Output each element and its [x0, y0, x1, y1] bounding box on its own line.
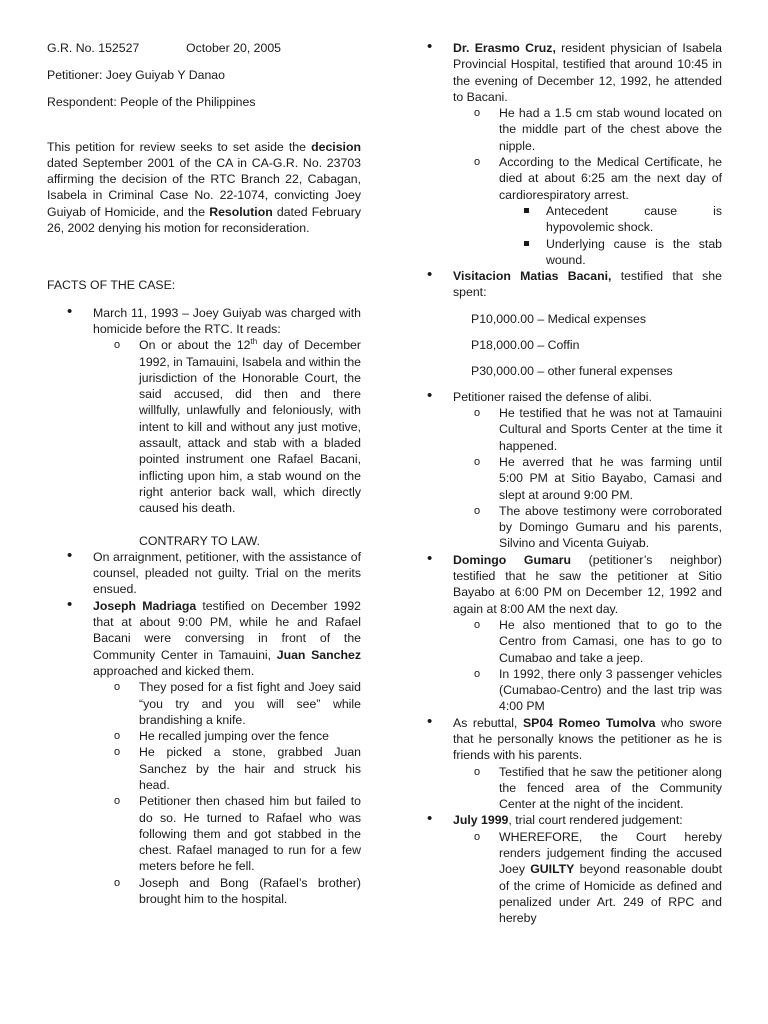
item-text: , trial court rendered judgement:	[508, 813, 683, 828]
witness-name: Joseph Madriaga	[93, 598, 197, 613]
witness-name: SP04 Romeo Tumolva	[522, 715, 656, 730]
item-text: Petitioner raised the defense of alibi.	[453, 389, 652, 404]
item-text: approached and kicked them.	[93, 663, 255, 678]
respondent-line: Respondent: People of the Philippines	[47, 95, 256, 110]
contrary-to-law: CONTRARY TO LAW.	[139, 533, 260, 548]
item-text: On or about the 12	[139, 338, 251, 353]
sub-sub-list	[546, 203, 722, 268]
list-item: o Testified that he saw the petitioner along the fenced area of the Community Center at the night of the incident.	[499, 764, 722, 813]
list-item: Antecedent cause is hypovolemic shock.	[546, 203, 722, 235]
intro-text-3: dated February 26, 2002 denying his motion for reconsideration.	[47, 204, 361, 236]
witness-name: Dr. Erasmo Cruz,	[453, 41, 556, 55]
item-text: resident physician of Isabela Provincial Hospital, testified that around 10:45 in the evening of December 12, 1992, he attended to Bacani.	[453, 41, 723, 104]
list-item: o He picked a stone, grabbed Juan Sanchez by the hair and struck his head.	[139, 744, 361, 793]
list-item	[499, 829, 722, 927]
petitioner-line: Petitioner: Joey Guiyab Y Danao	[47, 68, 225, 82]
intro-paragraph	[47, 139, 361, 237]
item-text: testified on December 1992 that at about 9:00 PM, while he and Rafael Bacani were conversing in front of the Community Center in Tamauini,	[93, 598, 361, 662]
list-item	[499, 154, 722, 268]
list-item	[47, 549, 361, 598]
list-item: o The above testimony were corroborated by Domingo Gumaru and his parents, Silvino and Vicenta Guiyab.	[499, 503, 722, 552]
sub-list	[139, 337, 361, 516]
list-item: o He testified that he was not at Tamauini Cultural and Sports Center at the time it happened.	[499, 405, 722, 454]
list-item: Underlying cause is the stab wound.	[546, 236, 722, 267]
list-item: o Petitioner then chased him but failed to do so. He turned to Rafael who was following them and got stabbed in the chest. Rafael managed to run for a few meters before he fell.	[139, 793, 361, 874]
superscript: th	[250, 337, 258, 347]
item-text: According to the Medical Certificate, he died at about 6:25 am the next day of cardiorespiratory arrest.	[499, 155, 722, 202]
item-text: day of December 1992, in Tamauini, Isabela and within the jurisdiction of the Honorable Court, the said accused, did then and there willfully, unlawfully and feloniously, with intent to kill and without any just motive, assault, attack and stab with a bladed pointed instrument one Rafael Bacani, inflicting upon him, a stab wound on the right anterior back wall, which directly caused his death.	[139, 338, 361, 516]
list-item: o They posed for a fist fight and Joey said “you try and you will see” while brandishing a knife.	[139, 679, 361, 728]
witness-name: Visitacion Matias Bacani,	[453, 269, 612, 284]
intro-text-1: This petition for review seeks to set aside the	[47, 139, 312, 154]
sub-list	[499, 405, 722, 552]
list-item	[47, 305, 361, 549]
right-column	[425, 40, 722, 927]
item-text: WHEREFORE, the Court hereby renders judgement finding the accused Joey	[499, 829, 722, 877]
list-item	[425, 389, 722, 552]
expense-medical: P10,000.00 – Medical expenses	[471, 311, 647, 326]
list-item: o In 1992, there only 3 passenger vehicles (Cumabao-Centro) and the last trip was 4:00 PM	[499, 666, 722, 715]
intro-bold-decision: decision	[311, 139, 361, 154]
sub-list	[139, 679, 361, 907]
facts-list-right	[425, 40, 722, 927]
expense-coffin: P18,000.00 – Coffin	[471, 337, 580, 352]
list-item	[425, 40, 722, 268]
case-header-line	[47, 40, 361, 56]
item-text: testified that she spent:	[453, 269, 722, 300]
sub-list	[499, 617, 722, 715]
item-text: beyond reasonable doubt of the crime of Homicide as defined and penalized under Art. 249 of RPC and hereby	[499, 862, 722, 926]
sub-list	[499, 829, 722, 927]
verdict: GUILTY	[530, 862, 575, 877]
sub-list	[499, 764, 722, 813]
facts-list-left	[47, 305, 361, 908]
item-text: On arraignment, petitioner, with the assistance of counsel, pleaded not guilty. Trial on the merits ensued.	[93, 549, 361, 597]
intro-text-2: dated September 2001 of the CA in CA-G.R. No. 23703 affirming the decision of the RTC Branch 22, Cabagan, Isabela in Criminal Case No. 22-1074, convicting Joey Guiyab of Homicide, and the	[47, 155, 361, 219]
person-name: Juan Sanchez	[276, 647, 361, 662]
list-item: o He averred that he was farming until 5:00 PM at Sitio Bayabo, Camasi and slept at around 9:00 PM.	[499, 454, 722, 503]
item-text: March 11, 1993 – Joey Guiyab was charged with homicide before the RTC. It reads:	[93, 305, 361, 336]
left-column	[47, 40, 361, 907]
witness-name: Domingo Gumaru	[453, 552, 572, 567]
expense-funeral: P30,000.00 – other funeral expenses	[471, 363, 673, 378]
gr-number: G.R. No. 152527	[47, 41, 140, 55]
decision-date: October 20, 2005	[186, 41, 282, 55]
intro-bold-resolution: Resolution	[209, 204, 273, 219]
list-item	[425, 552, 722, 715]
list-item	[139, 337, 361, 516]
facts-heading: FACTS OF THE CASE:	[47, 278, 176, 293]
list-item: o He had a 1.5 cm stab wound located on the middle part of the chest above the nipple.	[499, 105, 722, 154]
list-item: o He recalled jumping over the fence	[139, 728, 361, 744]
list-item: o Joseph and Bong (Rafael’s brother) brought him to the hospital.	[139, 875, 361, 908]
judgement-date: July 1999	[453, 813, 509, 828]
list-item	[425, 268, 722, 379]
list-item	[425, 715, 722, 813]
list-item	[47, 598, 361, 908]
item-text: who swore that he personally knows the petitioner as he is friends with his parents.	[453, 715, 723, 763]
sub-list	[499, 105, 722, 268]
item-text: As rebuttal,	[453, 715, 523, 730]
item-text: (petitioner’s neighbor) testified that he saw the petitioner at Sitio Bayabo at 6:00 PM on December 12, 1992 and again at 8:00 AM the next day.	[453, 552, 722, 616]
list-item: o He also mentioned that to go to the Centro from Camasi, one has to go to Cumabao and take a jeep.	[499, 617, 722, 666]
list-item	[425, 812, 722, 926]
